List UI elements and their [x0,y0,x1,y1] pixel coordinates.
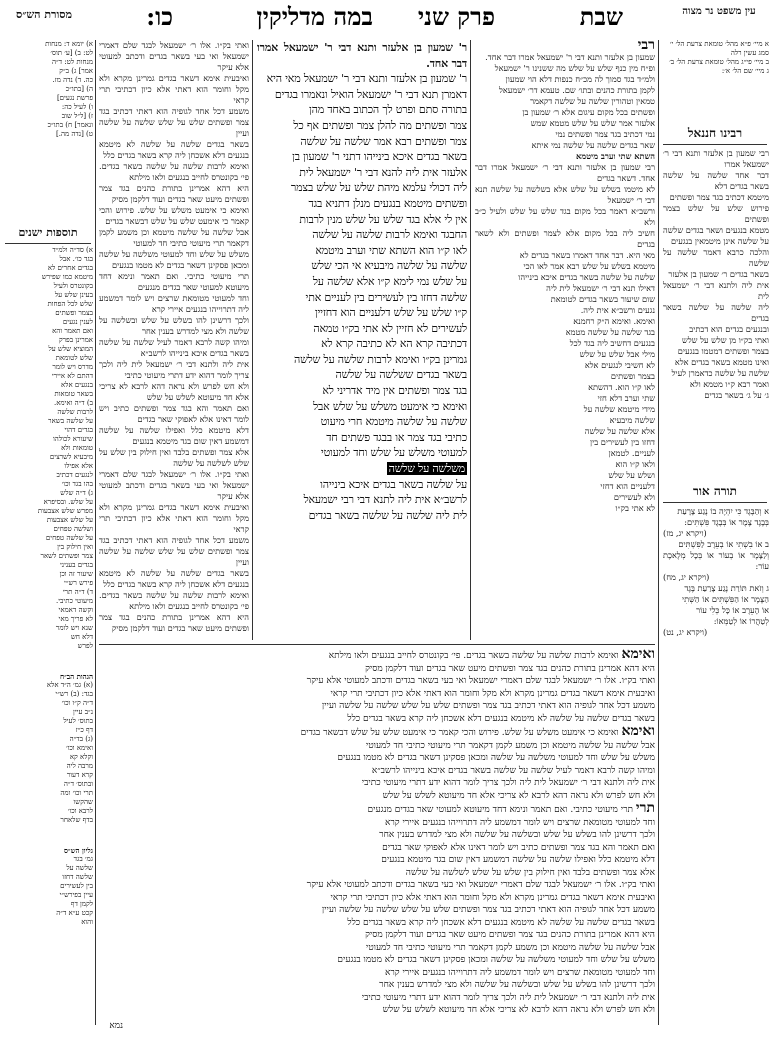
torah-or-rule [663,502,767,503]
tosafot-yeshanim-title: תוספות ישנים [18,226,78,239]
left-sidebar-divider [95,40,96,1025]
torah-or-text: א וְהַבֶּגֶד כִּי יִהְיֶה בוֹ נֶגַע צָרָעַת בְּבֶגֶד צֶמֶר אוֹ בְּבֶגֶד פִּשְׁתִּים: (ויקרא יג, מז) ב אוֹ בִשְׁתִי אוֹ בְעֵרֶב לַפִּשְׁתִּים וְלַצָּמֶר אוֹ בְעוֹר אוֹ בְּכָל מְלֶאכֶת עוֹר: (ויקרא יג, מח) ג וְזֹאת תּוֹרַת נֶגַע צָרַעַת בֶּגֶד הַצֶּמֶר אוֹ הַפִּשְׁתִּים אוֹ הַשְּׁתִי אוֹ הָעֵרֶב אוֹ כָּל כְּלִי עוֹר לְטַהֲרוֹ אוֹ לְטַמְּאוֹ: (ויקרא יג, נט) [663,506,769,637]
bottom-section-rule [99,644,655,645]
gilyon-hashas-block: גליון הש״ס גמ׳ בגד שלשה על שלשה דחזו בין לעשירים עיין בפירש״י לקמן דף קכט ע״א ד״ה והוא [56,846,93,926]
rashi-opening-word: רבי [637,40,655,53]
rashi-column: רבי שמעון בן אלעזר ותנא דבי ר' ישמעאל אמרו דבר אחד. ופ״ח מין כנף שלש על שלש מה ששנינו ר' ישמעאל ולמ״ד בגד סמוך לה מכ״ח כנפות דלא הוי שמעון לקמן בתורת כהנים ובתו׳ שם. טעמא דר׳ ישמעאל טמאין וטהורין שלשה על שלשה דקאמר ופשתים בכל מקום עיגום אלא ר׳ שמעון בן אלעזר אמר שלש על שלש מטמא שמש נמי דכתיב בגד צמר ופשתים נמי שאר בגדים שלשה על שלשה נמי איתא השתא שתי וערב מיטמא רבי שמעון בן אלעזר ותנא דבי ר׳ ישמעאל אמרו דבר אחד. דשאר בגדים לא מיטמו בשלש על שלש אלא בשלשה על שלשה תנא דבי ר׳ ישמעאל ורשב״א דאמר בכל מקום בגד שלש על שלש ולעיל כ״ב ולא חשיב ליה בכל מקום אלא לצמר ופשתים ולא לשאר בגדים מאי היא. דבר אחד דאמרו בשאר בגדים לא מיטמא בשלש על שלש רבא אמר לאו הכי שלשה על שלשה בשאר בגדים איכא בינייהו דאילו תנא דבי ר׳ ישמעאל לית ליה שום שיעור בשאר בגדים לטומאת נגעים ורשב״א אית ליה. ואימא. ואימא ה״ק רחמנא בגד שלשה על שלשה מטמא בנגעים דחשיב ליה בגד לכל מילי אבל שלש על שלש לא חשיבי לנגעים אלא בצמר ופשתים לאו ק״ו הוא. דהשתא שתי וערב דלא חזי מידי מיטמא שלשה על שלשה מיבעיא אלא שלשה על שלשה דחזו בין לעשירים בין לעניים. לטמאן ולאו ק״ו הוא ושלש על שלש דלעניים הוא דחזי ולא לעשירים לא אתי בק״ו [475,40,655,640]
ein-mishpat-line: סמג עשין רלה [730,49,769,57]
main-text-divider-right [470,40,471,640]
ein-mishpat-line: ג מיי׳ שם הל׳ א׳: [721,67,769,75]
dibbur-hamatchil-2: ואימא [621,723,655,739]
bottom-commentary: ואימא ואימא לרבות שלשה על שלשה בשאר בגדים. פי׳ בקונטרס לחייב בנגעים ולאו מילתא היא דהא אמרינן בתורת כהנים בגד צמר ופשתים מיעט שאר בגדים ועוד דלקמן מסיק ואתי בק״ו. אלו ר׳ ישמעאל לבגד שלם דאמרי ישמעאל ואי בעי בשאר בגדים ודכתב למעוטי אלא עיקר ואיבעית אימא דשאר בגדים גמרינן מקרא ולא מקל וחומר הוא דאתי אלא כיון דכתיבי תרי קראי משמע דכל אחד לגופיה הוא דאתי דכתיב בגד צמר ופשתים שלש על שלש שלשה על שלשה ועיין בשאר בגדים שלשה על שלשה לא מיטמא בנגעים דלא אשכחן ליה קרא בשאר בגדים כלל ואימא ואימא כי אימעט משלש על שלש. פירוש והכי קאמר כי אימעט שלש על שלש דבשאר בגדים אבל שלשה על שלשה מיטמא וכן משמע לקמן דקאמר תרי מיעוטי כתיבי חד למעוטי משלש על שלש וחד למעוטי משלשה על שלשה ומכאן פסקינן דשאר בגדים לא מטמו בנגעים ומיהו קשה לרבא דאמר לעיל שלשה על שלשה בשאר בגדים איכא בינייהו לרשב״א אית ליה ולתנא דבי ר׳ ישמעאל לית ליה ולכך צריך לומר דהוא ידע דתרי מיעוטי כתיבי ולא חש לפרש ולא נראה דהא לרבא לא צריכי אלא חד מיעוטא לשלש על שלש תרי תרי מיעוטי כתיבי. ואם תאמר ונימא דחד מיעוטא למעוטי שאר בגדים מנגעים וחד למעוטי מטומאת שרצים ויש לומר דמשמע ליה דתרוייהו בנגעים איירי קרא ולכך דרשינן להו בשלש על שלש ובשלשה על שלשה ולא מצי למדרש בענין אחר ואם תאמר והא בגד צמר ופשתים כתיב ויש לומר דאינו אלא לאפוקי שאר בגדים דלא מיטמא כלל ואפילו שלשה על שלשה דמשמע דאין שום בגד מיטמא בנגעים אלא צמר ופשתים בלבד ואין חילוק בין שלש על שלש לשלשה על שלשה ואתי בק״ו. אלו ר׳ ישמעאל לבגד שלם דאמרי ישמעאל ואי בעי בשאר בגדים ודכתב למעוטי אלא עיקר ואיבעית אימא דשאר בגדים גמרינן מקרא ולא מקל וחומר הוא דאתי אלא כיון דכתיבי תרי קראי משמע דכל אחד לגופיה הוא דאתי דכתיב בגד צמר ופשתים שלש על שלש שלשה על שלשה ועיין בשאר בגדים שלשה על שלשה לא מיטמא בנגעים דלא אשכחן ליה קרא בשאר בגדים כלל היא דהא אמרינן בתורת כהנים בגד צמר ופשתים מיעט שאר בגדים ועוד דלקמן מסיק אבל שלשה על שלשה מיטמא וכן משמע לקמן דקאמר תרי מיעוטי כתיבי חד למעוטי משלש על שלש וחד למעוטי משלשה על שלשה ומכאן פסקינן דשאר בגדים לא מטמו בנגעים וחד למעוטי מטומאת שרצים ויש לומר דמשמע ליה דתרוייהו בנגעים איירי קרא ולכך דרשינן להו בשלש על שלש ובשלשה על שלשה ולא מצי למדרש בענין אחר אית ליה ולתנא דבי ר׳ ישמעאל לית ליה ולכך צריך לומר דהוא ידע דתרי מיעוטי כתיבי ולא חש לפרש ולא נראה דהא לרבא לא צריכי אלא חד מיעוטא לשלש על שלש [300,648,655,1015]
tractate-name: שבת [579,2,623,31]
chapter-title: במה מדליקין [256,2,373,31]
tosafot-rule [5,243,91,244]
rabbeinu-chananel-text: רבי שמעון בן אלעזר ותנא דבי ר׳ ישמעאל אמרו דבר אחד שלשה על שלשה בשאר בגדים דלא מיטמא דכתיב בגד צמר ופשתים פירוש שלש על שלש בצמר ופשתים מטמא בנגעים ושאר בגדים שלשה על שלשה אינן מיטמאין בנגעים והלכה כרבא דאמר שלשה על שלשה בשאר בגדים ר׳ שמעון בן אלעזר אית ליה ולתנא דבי ר׳ ישמעאל לית ליה שלשה על שלשה בשאר בגדים ובנגעים בגדים הוא דכתיב ואתי בק״ו מן שלש על שלש בצמר ופשתים דמטמו בנגעים ואינו מטמא בשאר בגדים אלא שלשה על שלשה כדאמרן לעיל ואמר רבא ק״ו מטמא ולא ג׳ על ג׳ בשאר בגדים [663,148,769,400]
right-sidebar-divider [658,40,659,1025]
main-text-divider-left [252,40,253,640]
rabbeinu-chananel-title: רבינו חננאל [687,126,743,140]
catchword: נמא [109,1021,123,1031]
folio-number: כו: [146,2,173,31]
chananel-rule [663,144,767,145]
masoret-hashas-label: מסורת הש״ס [15,8,73,21]
dibbur-hamatchil-3: תרי [635,800,655,816]
masoret-hashas-block: א) יומא ד: מנחות לט: ב) [ע׳ תוס׳ מנחות לט: ד״ה אמר] ג) ב״ק כה. ד) נדה מז. ה) [בתו״כ פרשת נגעים] ו) לעיל כה: ז) [ל״ל שוב ונאמר] ח) בתו״כ ט) [נדה מה.] [45,40,93,138]
tosafot-column: ואתי בק״ו. אלו ר׳ ישמעאל לבגד שלם דאמרי ישמעאל ואי בעי בשאר בגדים ודכתב למעוטי אלא עיקר ואיבעית אימא דשאר בגדים גמרינן מקרא ולא מקל וחומר הוא דאתי אלא כיון דכתיבי תרי קראי משמע דכל אחד לגופיה הוא דאתי דכתיב בגד צמר ופשתים שלש על שלש שלשה על שלשה ועיין בשאר בגדים שלשה על שלשה לא מיטמא בנגעים דלא אשכחן ליה קרא בשאר בגדים כלל ואימא לרבות שלשה על שלשה בשאר בגדים. פי׳ בקונטרס לחייב בנגעים ולאו מילתא היא דהא אמרינן בתורת כהנים בגד צמר ופשתים מיעט שאר בגדים ועוד דלקמן מסיק ואימא כי אימעט משלש על שלש. פירוש והכי קאמר כי אימעט שלש על שלש דבשאר בגדים אבל שלשה על שלשה מיטמא וכן משמע לקמן דקאמר תרי מיעוטי כתיבי חד למעוטי משלש על שלש וחד למעוטי משלשה על שלשה ומכאן פסקינן דשאר בגדים לא מטמו בנגעים תרי מיעוטי כתיבי. ואם תאמר ונימא דחד מיעוטא למעוטי שאר בגדים מנגעים וחד למעוטי מטומאת שרצים ויש לומר דמשמע ליה דתרוייהו בנגעים איירי קרא ולכך דרשינן להו בשלש על שלש ובשלשה על שלשה ולא מצי למדרש בענין אחר ומיהו קשה לרבא דאמר לעיל שלשה על שלשה בשאר בגדים איכא בינייהו לרשב״א אית ליה ולתנא דבי ר׳ ישמעאל לית ליה ולכך צריך לומר דהוא ידע דתרי מיעוטי כתיבי ולא חש לפרש ולא נראה דהא לרבא לא צריכי אלא חד מיעוטא לשלש על שלש ואם תאמר והא בגד צמר ופשתים כתיב ויש לומר דאינו אלא לאפוקי שאר בגדים דלא מיטמא כלל ואפילו שלשה על שלשה דמשמע דאין שום בגד מיטמא בנגעים אלא צמר ופשתים בלבד ואין חילוק בין שלש על שלש לשלשה על שלשה ואתי בק״ו. אלו ר׳ ישמעאל לבגד שלם דאמרי ישמעאל ואי בעי בשאר בגדים ודכתב למעוטי אלא עיקר ואיבעית אימא דשאר בגדים גמרינן מקרא ולא מקל וחומר הוא דאתי אלא כיון דכתיבי תרי קראי משמע דכל אחד לגופיה הוא דאתי דכתיב בגד צמר ופשתים שלש על שלש שלשה על שלשה ועיין בשאר בגדים שלשה על שלשה לא מיטמא בנגעים דלא אשכחן ליה קרא בשאר בגדים כלל ואימא לרבות שלשה על שלשה בשאר בגדים. פי׳ בקונטרס לחייב בנגעים ולאו מילתא היא דהא אמרינן בתורת כהנים בגד צמר ופשתים מיעט שאר בגדים ועוד דלקמן מסיק [99,40,249,633]
hagahot-habach-block: הגהות הב״ח (א) גמ׳ ה״ד אלא בגד: (ב) רש״י ד״ה ק״ו וכו׳ נ״ב עיין בתוס׳ לעיל דף כ״ז (ג) בד״ה ואימא וכו׳ וקלא קא מרבה ליה קרא דעור ובתוס׳ ד״ה תרי וכו׳ ומה שהקשו לרבא וכו׳ בדף שלאחר [46,672,93,824]
dibbur-hamatchil-1: ואימא [621,648,655,662]
perek-label: פרק שני [417,2,495,31]
ein-mishpat-line: ב מיי׳ פי״ג מהל׳ טומאת צרעת הל׳ ב׳ [669,58,769,66]
ein-mishpat-block [663,40,769,120]
ein-mishpat-line: א מיי׳ פ״א מהל׳ טומאת צרעת הל׳ י׳ [669,40,769,48]
ein-mishpat-label: עין משפט נר מצוה [682,6,756,17]
tosafot-yeshanim-text: א) סד״ה ולמ״ד בגד כו׳. אבל בגדים אחרים לא מיטמא כמו שפירש בקונטרס ולעיל בעינן שלש על שלש לכל הפחות בצמר ופשתים לענין נגעים ואם תאמר והא אמרינן בפרק המוציא שלש על שלש לטומאת מדרס ויש לומר דהתם לא איירי בנגעים אלא בשאר טומאות ב) ד״ה ואימא. לרבות שלשה על שלשה בשאר בגדים דהוי שיעורא לכולהו טומאות ולא מיבעיא לשרצים אלא אפילו לנגעים דכתיב בהו בגד וכו׳ ג) ד״ה שלש על שלש. ובסיפרא מפרש שלש אצבעות על שלש אצבעות ושלשה טפחים על שלשה טפחים ואין חילוק בין צמר ופשתים לשאר בגדים בעניני שיעור זה וכן פירש רש״י ד) ד״ה תרי מיעוטי כתיבי. וקשה דאמאי לא פריך מאי שנא ויש לומר דלא חש לפרש [37,246,93,650]
highlighted-phrase[interactable]: משלשה על שלשה [388,462,465,476]
gemara-main-text: ר' שמעון בן אלעזר ותנא דבי ר' ישמעאל אמרו דבר אחד. ר' שמעון בן אלעזר ותנא דבי ר' ישמעאל מאי היא דאמרן תנא דבי ר' ישמעאל הואיל ונאמרו בגדים בתורה סתם ופרט לך הכתוב באחד מהן צמר ופשתים מה להלן צמר ופשתים אף כל צמר ופשתים רבא אמר שלשה על שלשה בשאר בגדים איכא בינייהו דתני ר' שמעון בן אלעזר אית ליה להנא דבי ר' ישמעאל לית ליה דכולי עלמא מיהת שלש על שלש בצמר ופשתים מיטמא בנגעים מנלן דתניא בגד אין לי אלא בגד שלש על שלש מנין לרבות החבגד ואימא לרבות שלשה על שלשה לאו ק״ו הוא השתא שתי וערב מיטמא שלשה על שלשה מיבעיא אי הכי שלש על שלש נמי לימא ק״ו אלא שלשה על שלשה דחזו בין לעשירים בין לעניים אתי ק״ו שלש על שלש דלעניים הוא דחזיין לעשירים לא חזיין לא אתי בק״ו טמאה דכתיבה קרא הא לא כתיבה קרא לא גמרינן בק״ו ואימא לרבות שלשה על שלשה בשאר בגדים ששלשה על שלשה בגד צמר ופשתים אין מיד אדריני לא ואימא כי אימעט משלש על שלש אבל שלשה על שלשה מיטמא חרי מיעוט כתיבי בגד צמר או בבגד פשתים חד למעוטי משלש על שלש וחד למעוטי משלשה על שלשה על שלשה בשאר בגדים איכא בינייהו לרשב״א אית ליה לתנא דבי רבי ישמעאל לית ליה שלשה על שלשה בשאר בגדים [257,41,467,522]
torah-or-title: תורה אור [692,484,738,498]
